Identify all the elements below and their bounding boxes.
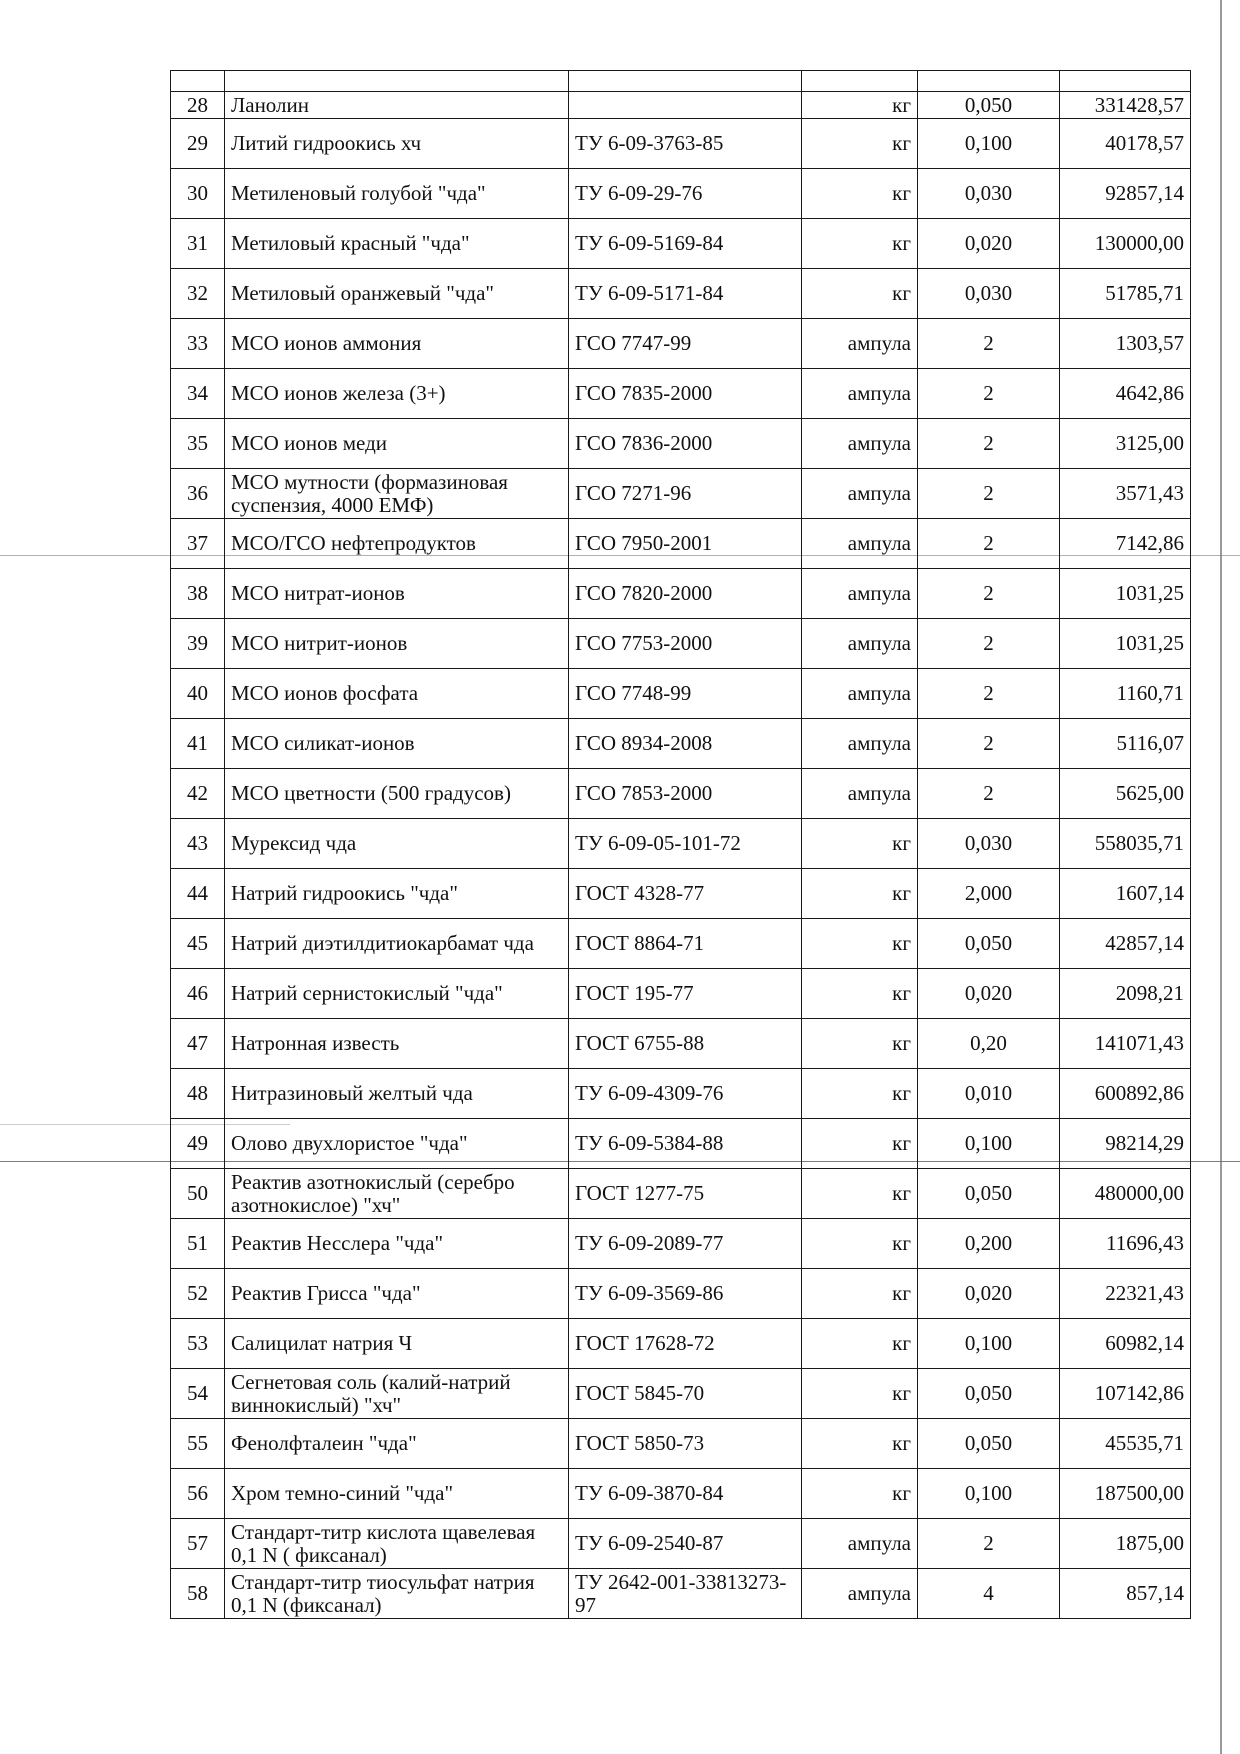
row-number-cell: 55 — [171, 1419, 225, 1469]
quantity-cell: 0,010 — [918, 1069, 1060, 1119]
reagent-name-cell: Мурексид чда — [225, 819, 569, 869]
unit-cell: ампула — [802, 419, 918, 469]
row-number-cell: 29 — [171, 119, 225, 169]
row-number-cell: 57 — [171, 1519, 225, 1569]
unit-cell: кг — [802, 1119, 918, 1169]
row-number-cell: 43 — [171, 819, 225, 869]
standard-code-cell: ГСО 7271-96 — [569, 469, 802, 519]
quantity-cell: 0,200 — [918, 1219, 1060, 1269]
row-number-cell: 32 — [171, 269, 225, 319]
unit-price-cell: 331428,57 — [1060, 92, 1191, 119]
table-row — [171, 92, 1191, 119]
table-row — [171, 1369, 1191, 1419]
standard-code-cell: ГСО 8934-2008 — [569, 719, 802, 769]
table-row — [171, 1569, 1191, 1619]
unit-price-cell: 1031,25 — [1060, 569, 1191, 619]
table-row — [171, 469, 1191, 519]
unit-price-cell: 4642,86 — [1060, 369, 1191, 419]
reagent-name-cell: Реактив азотнокислый (серебро азотнокислое) "хч" — [225, 1169, 569, 1219]
standard-code-cell: ГОСТ 5845-70 — [569, 1369, 802, 1419]
row-number-cell: 53 — [171, 1319, 225, 1369]
standard-code-cell: ТУ 6-09-5171-84 — [569, 269, 802, 319]
table-cell — [802, 71, 918, 92]
quantity-cell: 0,030 — [918, 819, 1060, 869]
unit-price-cell: 857,14 — [1060, 1569, 1191, 1619]
row-number-cell: 58 — [171, 1569, 225, 1619]
unit-price-cell: 98214,29 — [1060, 1119, 1191, 1169]
row-number-cell: 51 — [171, 1219, 225, 1269]
unit-price-cell: 42857,14 — [1060, 919, 1191, 969]
row-number-cell: 34 — [171, 369, 225, 419]
table-row — [171, 1019, 1191, 1069]
unit-cell: ампула — [802, 719, 918, 769]
row-number-cell: 56 — [171, 1469, 225, 1519]
row-number-cell: 38 — [171, 569, 225, 619]
unit-cell: кг — [802, 1019, 918, 1069]
reagent-name-cell: МСО ионов меди — [225, 419, 569, 469]
row-number-cell: 44 — [171, 869, 225, 919]
unit-price-cell: 187500,00 — [1060, 1469, 1191, 1519]
unit-cell: кг — [802, 169, 918, 219]
unit-cell: кг — [802, 819, 918, 869]
row-number-cell: 47 — [171, 1019, 225, 1069]
standard-code-cell: ТУ 6-09-2540-87 — [569, 1519, 802, 1569]
row-number-cell: 39 — [171, 619, 225, 669]
reagent-name-cell: МСО нитрит-ионов — [225, 619, 569, 669]
reagent-name-cell: МСО мутности (формазиновая суспензия, 4000 ЕМФ) — [225, 469, 569, 519]
quantity-cell: 2 — [918, 519, 1060, 569]
reagent-name-cell: МСО цветности (500 градусов) — [225, 769, 569, 819]
standard-code-cell: ГСО 7748-99 — [569, 669, 802, 719]
unit-price-cell: 3125,00 — [1060, 419, 1191, 469]
table-row — [171, 719, 1191, 769]
standard-code-cell: ГСО 7820-2000 — [569, 569, 802, 619]
unit-price-cell: 130000,00 — [1060, 219, 1191, 269]
reagent-name-cell: Натрий сернистокислый "чда" — [225, 969, 569, 1019]
unit-cell: ампула — [802, 369, 918, 419]
unit-price-cell: 5625,00 — [1060, 769, 1191, 819]
quantity-cell: 0,030 — [918, 269, 1060, 319]
standard-code-cell: ГОСТ 5850-73 — [569, 1419, 802, 1469]
quantity-cell: 0,020 — [918, 1269, 1060, 1319]
reagent-name-cell: Стандарт-титр кислота щавелевая 0,1 N ( фиксанал) — [225, 1519, 569, 1569]
standard-code-cell: ТУ 2642-001-33813273-97 — [569, 1569, 802, 1619]
table-row — [171, 669, 1191, 719]
quantity-cell: 2 — [918, 469, 1060, 519]
row-number-cell: 45 — [171, 919, 225, 969]
table-row — [171, 769, 1191, 819]
standard-code-cell: ТУ 6-09-2089-77 — [569, 1219, 802, 1269]
unit-price-cell: 141071,43 — [1060, 1019, 1191, 1069]
table-cell — [569, 71, 802, 92]
unit-price-cell: 1160,71 — [1060, 669, 1191, 719]
unit-cell: кг — [802, 969, 918, 1019]
unit-cell: ампула — [802, 569, 918, 619]
reagent-name-cell: Натрий гидроокись "чда" — [225, 869, 569, 919]
unit-cell: ампула — [802, 669, 918, 719]
unit-price-cell: 51785,71 — [1060, 269, 1191, 319]
unit-cell: кг — [802, 219, 918, 269]
row-number-cell: 52 — [171, 1269, 225, 1319]
quantity-cell: 0,100 — [918, 119, 1060, 169]
row-number-cell: 49 — [171, 1119, 225, 1169]
row-number-cell: 35 — [171, 419, 225, 469]
quantity-cell: 0,20 — [918, 1019, 1060, 1069]
table-header-blank-row — [171, 71, 1191, 92]
quantity-cell: 2 — [918, 419, 1060, 469]
standard-code-cell: ГОСТ 8864-71 — [569, 919, 802, 969]
scan-edge-line — [1220, 0, 1222, 1754]
quantity-cell: 2 — [918, 319, 1060, 369]
unit-price-cell: 558035,71 — [1060, 819, 1191, 869]
table-row — [171, 1069, 1191, 1119]
table-row — [171, 369, 1191, 419]
quantity-cell: 0,020 — [918, 969, 1060, 1019]
table-row — [171, 869, 1191, 919]
table-row — [171, 569, 1191, 619]
table-row — [171, 219, 1191, 269]
reagent-name-cell: МСО/ГСО нефтепродуктов — [225, 519, 569, 569]
standard-code-cell: ТУ 6-09-29-76 — [569, 169, 802, 219]
unit-cell: ампула — [802, 519, 918, 569]
quantity-cell: 4 — [918, 1569, 1060, 1619]
quantity-cell: 0,100 — [918, 1319, 1060, 1369]
standard-code-cell: ГОСТ 4328-77 — [569, 869, 802, 919]
row-number-cell: 46 — [171, 969, 225, 1019]
unit-cell: ампула — [802, 1519, 918, 1569]
reagent-name-cell: Нитразиновый желтый чда — [225, 1069, 569, 1119]
table-cell — [171, 71, 225, 92]
table-row — [171, 1269, 1191, 1319]
table-row — [171, 619, 1191, 669]
reagent-name-cell: МСО нитрат-ионов — [225, 569, 569, 619]
row-number-cell: 33 — [171, 319, 225, 369]
table-row — [171, 1119, 1191, 1169]
quantity-cell: 2 — [918, 719, 1060, 769]
standard-code-cell: ТУ 6-09-05-101-72 — [569, 819, 802, 869]
standard-code-cell: ГСО 7753-2000 — [569, 619, 802, 669]
unit-price-cell: 45535,71 — [1060, 1419, 1191, 1469]
standard-code-cell: ТУ 6-09-3569-86 — [569, 1269, 802, 1319]
unit-price-cell: 22321,43 — [1060, 1269, 1191, 1319]
unit-price-cell: 480000,00 — [1060, 1169, 1191, 1219]
row-number-cell: 54 — [171, 1369, 225, 1419]
reagent-name-cell: Натронная известь — [225, 1019, 569, 1069]
row-number-cell: 31 — [171, 219, 225, 269]
unit-price-cell: 11696,43 — [1060, 1219, 1191, 1269]
row-number-cell: 48 — [171, 1069, 225, 1119]
row-number-cell: 30 — [171, 169, 225, 219]
unit-cell: кг — [802, 1269, 918, 1319]
unit-cell: кг — [802, 119, 918, 169]
quantity-cell: 2 — [918, 669, 1060, 719]
reagent-name-cell: МСО ионов железа (3+) — [225, 369, 569, 419]
row-number-cell: 40 — [171, 669, 225, 719]
standard-code-cell: ГСО 7950-2001 — [569, 519, 802, 569]
reagent-name-cell: Фенолфталеин "чда" — [225, 1419, 569, 1469]
unit-cell: кг — [802, 1419, 918, 1469]
quantity-cell: 2 — [918, 619, 1060, 669]
table-row — [171, 119, 1191, 169]
table-cell — [1060, 71, 1191, 92]
unit-cell: ампула — [802, 319, 918, 369]
standard-code-cell: ГСО 7853-2000 — [569, 769, 802, 819]
unit-price-cell: 1875,00 — [1060, 1519, 1191, 1569]
table-row — [171, 1319, 1191, 1369]
table-row — [171, 1519, 1191, 1569]
unit-price-cell: 92857,14 — [1060, 169, 1191, 219]
table-row — [171, 1219, 1191, 1269]
unit-price-cell: 7142,86 — [1060, 519, 1191, 569]
quantity-cell: 2 — [918, 569, 1060, 619]
standard-code-cell: ТУ 6-09-5384-88 — [569, 1119, 802, 1169]
row-number-cell: 50 — [171, 1169, 225, 1219]
reagent-name-cell: Стандарт-титр тиосульфат натрия 0,1 N (фиксанал) — [225, 1569, 569, 1619]
standard-code-cell: ТУ 6-09-3763-85 — [569, 119, 802, 169]
reagent-name-cell: Сегнетовая соль (калий-натрий виннокислый) "хч" — [225, 1369, 569, 1419]
quantity-cell: 2 — [918, 769, 1060, 819]
quantity-cell: 0,050 — [918, 1169, 1060, 1219]
unit-cell: кг — [802, 1219, 918, 1269]
unit-cell: кг — [802, 1169, 918, 1219]
standard-code-cell: ТУ 6-09-4309-76 — [569, 1069, 802, 1119]
standard-code-cell: ТУ 6-09-3870-84 — [569, 1469, 802, 1519]
unit-cell: кг — [802, 1369, 918, 1419]
table-row — [171, 919, 1191, 969]
reagents-table — [170, 70, 1191, 1619]
quantity-cell: 0,100 — [918, 1469, 1060, 1519]
reagent-name-cell: Реактив Несслера "чда" — [225, 1219, 569, 1269]
reagent-name-cell: Литий гидроокись хч — [225, 119, 569, 169]
reagent-name-cell: МСО силикат-ионов — [225, 719, 569, 769]
unit-cell: ампула — [802, 1569, 918, 1619]
standard-code-cell — [569, 92, 802, 119]
unit-price-cell: 5116,07 — [1060, 719, 1191, 769]
standard-code-cell: ГСО 7836-2000 — [569, 419, 802, 469]
reagent-name-cell: МСО ионов фосфата — [225, 669, 569, 719]
table-cell — [918, 71, 1060, 92]
table-row — [171, 269, 1191, 319]
quantity-cell: 0,050 — [918, 92, 1060, 119]
standard-code-cell: ГСО 7747-99 — [569, 319, 802, 369]
unit-cell: кг — [802, 869, 918, 919]
reagent-name-cell: Ланолин — [225, 92, 569, 119]
unit-cell: кг — [802, 1069, 918, 1119]
reagent-name-cell: Натрий диэтилдитиокарбамат чда — [225, 919, 569, 969]
reagent-name-cell: Метиловый оранжевый "чда" — [225, 269, 569, 319]
unit-cell: ампула — [802, 619, 918, 669]
standard-code-cell: ГОСТ 6755-88 — [569, 1019, 802, 1069]
reagent-name-cell: Хром темно-синий "чда" — [225, 1469, 569, 1519]
quantity-cell: 0,050 — [918, 919, 1060, 969]
unit-cell: ампула — [802, 769, 918, 819]
quantity-cell: 2 — [918, 1519, 1060, 1569]
row-number-cell: 41 — [171, 719, 225, 769]
table-row — [171, 169, 1191, 219]
standard-code-cell: ГОСТ 17628-72 — [569, 1319, 802, 1369]
unit-cell: кг — [802, 1469, 918, 1519]
table-row — [171, 1419, 1191, 1469]
reagent-name-cell: Метиленовый голубой "чда" — [225, 169, 569, 219]
standard-code-cell: ГСО 7835-2000 — [569, 369, 802, 419]
reagent-name-cell: Метиловый красный "чда" — [225, 219, 569, 269]
unit-cell: кг — [802, 919, 918, 969]
unit-cell: кг — [802, 269, 918, 319]
unit-price-cell: 600892,86 — [1060, 1069, 1191, 1119]
reagent-name-cell: Олово двухлористое "чда" — [225, 1119, 569, 1169]
standard-code-cell: ГОСТ 195-77 — [569, 969, 802, 1019]
reagent-name-cell: Реактив Грисса "чда" — [225, 1269, 569, 1319]
table-row — [171, 319, 1191, 369]
unit-price-cell: 60982,14 — [1060, 1319, 1191, 1369]
row-number-cell: 37 — [171, 519, 225, 569]
quantity-cell: 2 — [918, 369, 1060, 419]
unit-price-cell: 1031,25 — [1060, 619, 1191, 669]
unit-cell: кг — [802, 1319, 918, 1369]
standard-code-cell: ГОСТ 1277-75 — [569, 1169, 802, 1219]
unit-price-cell: 107142,86 — [1060, 1369, 1191, 1419]
quantity-cell: 0,050 — [918, 1369, 1060, 1419]
reagent-name-cell: МСО ионов аммония — [225, 319, 569, 369]
table-row — [171, 969, 1191, 1019]
standard-code-cell: ТУ 6-09-5169-84 — [569, 219, 802, 269]
unit-price-cell: 2098,21 — [1060, 969, 1191, 1019]
unit-price-cell: 1303,57 — [1060, 319, 1191, 369]
quantity-cell: 0,030 — [918, 169, 1060, 219]
row-number-cell: 42 — [171, 769, 225, 819]
unit-price-cell: 3571,43 — [1060, 469, 1191, 519]
table-row — [171, 1169, 1191, 1219]
row-number-cell: 28 — [171, 92, 225, 119]
table-row — [171, 819, 1191, 869]
table-row — [171, 519, 1191, 569]
unit-price-cell: 40178,57 — [1060, 119, 1191, 169]
unit-cell: ампула — [802, 469, 918, 519]
unit-price-cell: 1607,14 — [1060, 869, 1191, 919]
row-number-cell: 36 — [171, 469, 225, 519]
reagent-name-cell: Салицилат натрия Ч — [225, 1319, 569, 1369]
table-row — [171, 1469, 1191, 1519]
table-row — [171, 419, 1191, 469]
quantity-cell: 2,000 — [918, 869, 1060, 919]
quantity-cell: 0,050 — [918, 1419, 1060, 1469]
quantity-cell: 0,100 — [918, 1119, 1060, 1169]
quantity-cell: 0,020 — [918, 219, 1060, 269]
table-cell — [225, 71, 569, 92]
unit-cell: кг — [802, 92, 918, 119]
reagents-table-body — [171, 71, 1191, 1619]
